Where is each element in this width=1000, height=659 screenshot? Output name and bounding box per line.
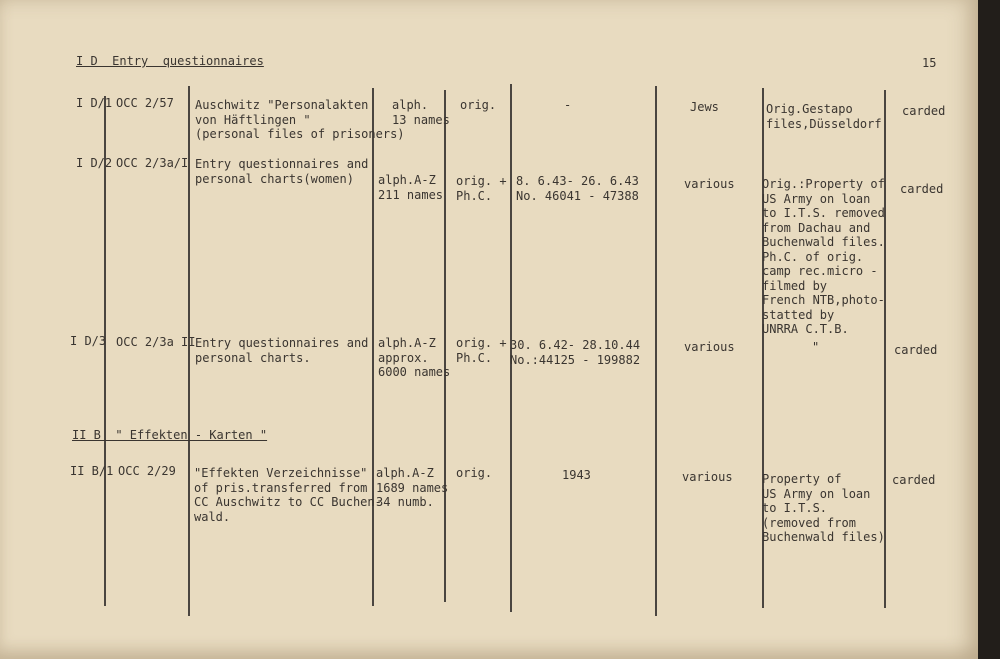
section-heading: I D Entry questionnaires [76, 54, 264, 68]
column-rule [655, 86, 657, 616]
row-arrangement: alph.A-Z 1689 names 34 numb. [376, 466, 449, 509]
scan-background-edge [978, 0, 1000, 659]
row-remarks: Orig.:Property of US Army on loan to I.T.S. removed from Dachau and Buchenwald files. Ph.C. of orig. camp rec.micro - filmed by French NTB,photo- statted by UNRRA C.T.B. [762, 177, 885, 336]
row-ref: OCC 2/3a II [116, 335, 196, 349]
row-category: various [684, 340, 735, 354]
row-desc: Entry questionnaires and personal charts. [195, 336, 369, 365]
row-type: orig. [460, 98, 497, 112]
row-id: I D/1 [76, 96, 113, 110]
row-remarks: Property of US Army on loan to I.T.S. (removed from Buchenwald files) [762, 472, 885, 544]
row-desc: Auschwitz "Personalakten von Häftlingen " (personal files of prisoners) [195, 98, 405, 141]
row-ref: OCC 2/29 [118, 464, 176, 478]
row-arrangement: alph. 13 names [392, 98, 450, 127]
row-arrangement: alph.A-Z 211 names [378, 173, 444, 202]
row-id: I D/2 [76, 156, 113, 170]
row-dates: - [564, 98, 572, 112]
row-category: Jews [690, 100, 719, 114]
row-remarks: " [812, 340, 820, 354]
column-rule [104, 96, 106, 606]
row-dates: 8. 6.43- 26. 6.43 No. 46041 - 47388 [516, 174, 639, 203]
row-type: orig. + Ph.C. [456, 174, 507, 203]
row-status: carded [900, 182, 944, 196]
row-type: orig. [456, 466, 493, 480]
row-remarks: Orig.Gestapo files,Düsseldorf [766, 102, 882, 131]
row-id: I D/3 [70, 334, 107, 348]
row-id: II B/1 [70, 464, 114, 478]
row-status: carded [894, 343, 938, 357]
row-arrangement: alph.A-Z approx. 6000 names [378, 336, 451, 379]
row-status: carded [892, 473, 936, 487]
row-desc: Entry questionnaires and personal charts(women) [195, 157, 369, 186]
section-heading: II B " Effekten - Karten " [72, 428, 268, 442]
column-rule [372, 88, 374, 606]
row-dates: 1943 [562, 468, 591, 482]
row-type: orig. + Ph.C. [456, 336, 507, 365]
row-category: various [684, 177, 735, 191]
page-number: 15 [922, 56, 937, 70]
row-ref: OCC 2/3a/I [116, 156, 189, 170]
row-dates: 30. 6.42- 28.10.44 No.:44125 - 199882 [510, 338, 641, 367]
row-category: various [682, 470, 733, 484]
row-status: carded [902, 104, 946, 118]
row-desc: "Effekten Verzeichnisse" of pris.transferred from CC Auschwitz to CC Buchen- wald. [194, 466, 382, 524]
row-ref: OCC 2/57 [116, 96, 174, 110]
